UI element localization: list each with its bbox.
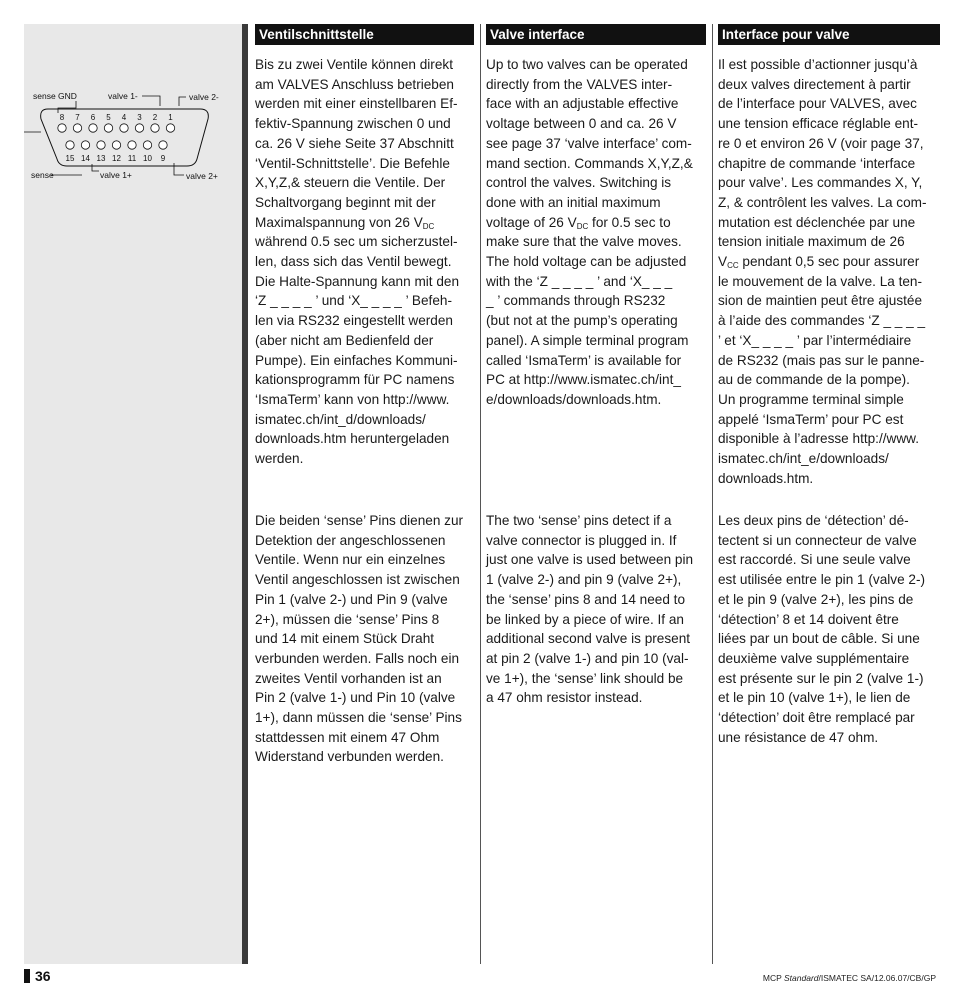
pin-hole [143, 141, 151, 149]
ref-italic: Standard [784, 973, 819, 983]
pin-number-label: 10 [143, 154, 152, 163]
pin-hole [128, 141, 136, 149]
leader-valve2-plus [174, 163, 184, 175]
column-french [718, 24, 940, 745]
leader-valve1-plus [92, 164, 99, 171]
subscript: DC [576, 221, 589, 231]
subscript: CC [727, 261, 739, 271]
pin-number-label: 14 [81, 154, 90, 163]
pin-number-label: 4 [121, 113, 127, 122]
pin-hole [58, 124, 66, 132]
pin-hole [159, 141, 167, 149]
column-rule-2 [712, 24, 713, 964]
pin-number-label: 5 [106, 113, 111, 122]
pin-hole [135, 124, 143, 132]
pin-number-label: 11 [127, 154, 137, 163]
text-segment: for 0.5 sec to make sure that the valve moves. The hold voltage can be adjusted with the ‘Z _ _ _ _ ’ and ‘X_ _ _ _ ’ commands through RS232 (but not at the pump’s operating panel). A simple terminal program called ‘IsmaTerm’ is available for PC at http://www.ismatec.ch/int_ e/downloads/downloads.htm. [486, 214, 689, 407]
pin-number-label: 8 [59, 113, 65, 122]
text-segment: Up to two valves can be operated directly from the VALVES inter- face with an adjustable effective voltage between 0 and ca. 26 V see page 37 ‘valve interface’ com- mand section. Commands X,Y,Z,& control the valves. Switching is done with an initial maximum voltage of 26 V [486, 57, 693, 230]
page-marker [24, 969, 30, 983]
leader-valve2-minus [179, 97, 186, 106]
column-english [486, 24, 706, 706]
label-sense: sense [31, 170, 54, 180]
pin-hole [97, 141, 105, 149]
pin-number-label: 9 [160, 154, 166, 163]
column-header-french: Interface pour valve [718, 24, 940, 45]
column-header-german: Ventilschnittstelle [255, 24, 474, 45]
valve-connector-diagram [24, 80, 234, 190]
paragraph-sense-french: Les deux pins de ‘détection’ dé- tectent si un connecteur de valve est raccordé. Si une seule valve est utilisée entre le pin 1 (valve 2-) et le pin 9 (valve 2+), les pins de ‘détection’ 8 et 14 doivent être liées par un bout de câble. Si une deuxième valve supplémentaire est présente sur le pin 2 (valve 1-) et le pin 10 (valve 1+), le lien de ‘détection’ doit être remplacé par une résistance de 47 ohm. [718, 513, 926, 745]
pin-number-label: 2 [152, 113, 158, 122]
page-number [24, 968, 51, 984]
paragraph-intro-french [718, 55, 927, 488]
pin-number-label: 15 [65, 154, 75, 163]
pin-number-label: 7 [75, 113, 80, 122]
pin-hole [151, 124, 159, 132]
leader-sense-gnd [58, 101, 76, 113]
column-rule-1 [480, 24, 481, 964]
ref-suffix: /ISMATEC SA/12.06.07/CB/GP [818, 973, 936, 983]
paragraph-intro-english [486, 55, 693, 410]
pin-number-label: 13 [96, 154, 106, 163]
pin-hole [73, 124, 81, 132]
label-sense-gnd: sense GND [33, 91, 77, 101]
sidebar-divider [242, 24, 248, 964]
text-segment: pendant 0,5 sec pour assurer le mouvement de la valve. La ten- sion de maintien peut être ajustée à l’aide des commandes ‘Z _ _ _ _ ’ et ‘X_ _ _ _ ’ par l’intermédiaire de RS232 (mais pas sur le panne- au de commande de la pompe). Un programme terminal simple appelé ‘IsmaTerm’ pour PC est disponible à l’adresse http://www. ismatec.ch/int_e/downloads/ downloads.htm. [718, 254, 926, 486]
page-number-text: 36 [35, 968, 51, 984]
leader-valve1-minus [142, 96, 160, 106]
paragraph-intro-german [255, 55, 459, 469]
pin-number-label: 3 [137, 113, 142, 122]
text-segment: während 0.5 sec um sicherzustel- len, dass sich das Ventil bewegt. Die Halte-Spannung kann mit den ‘Z _ _ _ _ ’ und ‘X_ _ _ _ ’ Befeh- len via RS232 eingestellt werden (aber nicht am Bedienfeld der Pumpe). Ein einfaches Kommuni- kationsprogramm für PC namens ‘IsmaTerm’ kann von http://www. ismatec.ch/int_d/downloads/ downloads.htm heruntergeladen werden. [255, 234, 460, 467]
pin-number-label: 6 [90, 113, 96, 122]
pin-hole [81, 141, 89, 149]
label-valve1-plus: valve 1+ [100, 170, 132, 180]
pin-number-label: 1 [168, 113, 173, 122]
pin-hole [104, 124, 112, 132]
label-valve1-minus: valve 1- [108, 91, 138, 101]
pin-hole [66, 141, 74, 149]
paragraph-sense-english: The two ‘sense’ pins detect if a valve connector is plugged in. If just one valve is used between pin 1 (valve 2-) and pin 9 (valve 2+), the ‘sense’ pins 8 and 14 need to be linked by a piece of wire. If an additional second valve is present at pin 2 (valve 1-) and pin 10 (val- ve 1+), the ‘sense’ link should be a 47 ohm resistor instead. [486, 513, 694, 706]
column-header-english: Valve interface [486, 24, 706, 45]
text-segment: Bis zu zwei Ventile können direkt am VALVES Anschluss betrieben werden mit einer einstellbaren Ef- fektiv-Spannung zwischen 0 und ca. 26 V siehe Seite 37 Abschnitt ‘Ventil-Schnittstelle’. Die Befehle X,Y,Z,& steuern die Ventile. Der Schaltvorgang beginnt mit der Maximalspannung von 26 V [255, 57, 458, 230]
text-segment: Il est possible d’actionner jusqu’à deux valves directement à partir de l’interface pour VALVES, avec une tension efficace réglable ent- re 0 et environ 26 V (voir page 37, chapitre de commande ‘interface pour valve’. Les commandes X, Y, Z, & contrôlent les valves. La com- mutation est déclenchée par une tension initiale maximum de 26 V [718, 57, 927, 270]
pin-number-label: 12 [112, 154, 121, 163]
label-valve2-plus: valve 2+ [186, 171, 218, 181]
ref-prefix: MCP [762, 973, 785, 983]
pin-hole [112, 141, 120, 149]
subscript: DC [422, 221, 435, 231]
pin-hole [120, 124, 128, 132]
column-german [255, 24, 474, 765]
pin-hole [166, 124, 174, 132]
paragraph-sense-german: Die beiden ‘sense’ Pins dienen zur Detektion der angeschlossenen Ventile. Wenn nur ein einzelnes Ventil angeschlossen ist zwischen Pin 1 (valve 2-) und Pin 9 (valve 2+), müssen die ‘sense’ Pins 8 und 14 mit einem Stück Draht verbunden werden. Falls noch ein zweites Ventil vorhanden ist an Pin 2 (valve 1-) und Pin 10 (valve 1+), dann müssen die ‘sense’ Pins stattdessen mit einem 47 Ohm Widerstand verbunden werden. [255, 513, 464, 765]
label-valve2-minus: valve 2- [189, 92, 219, 102]
pin-hole [89, 124, 97, 132]
document-reference [763, 973, 936, 983]
